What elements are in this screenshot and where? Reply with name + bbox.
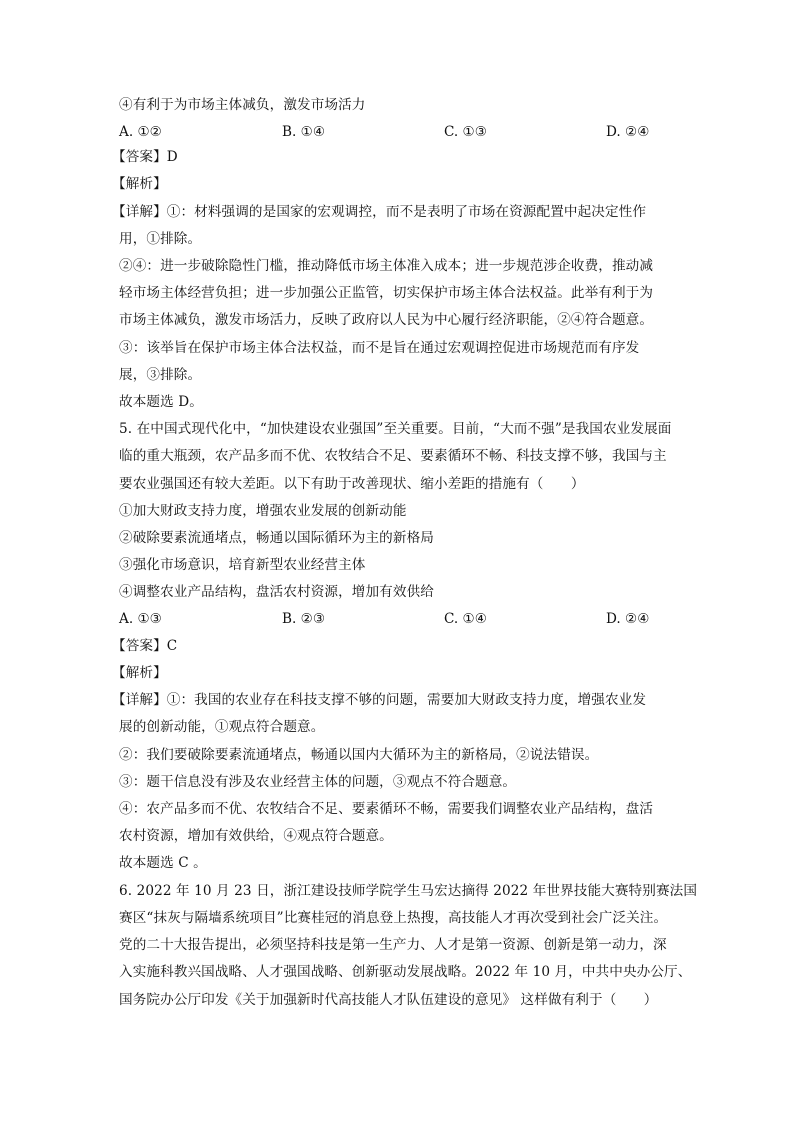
q6-stem-line: 国务院办公厅印发《关于加强新时代高技能人才队伍建设的意见》 这样做有利于（ ） (119, 992, 658, 1008)
q5-stem-line: 要农业强国还有较大差距。以下有助于改善现状、缩小差距的措施有（ ） (119, 476, 585, 492)
prev-analysis-tag: 【解析】 (112, 176, 167, 192)
prev-detail-line: 【详解】①：材料强调的是国家的宏观调控，而不是表明了市场在资源配置中起决定性作 (112, 204, 647, 220)
q6-stem-line: 入实施科教兴国战略、人才强国战略、创新驱动发展战略。2022 年 10 月，中共中央办公厅、 (119, 964, 692, 980)
q5-option-c: C. ①④ (444, 611, 487, 627)
q5-option-a: A. ①③ (119, 611, 162, 627)
prev-option-a: A. ①② (119, 124, 162, 140)
prev-answer: 【答案】D (112, 149, 178, 165)
q5-stem-line: 临的重大瓶颈，农产品多而不优、农牧结合不足、要素循环不畅、科技支撑不够，我国与主 (119, 448, 667, 464)
prev-option-d: D. ②④ (606, 124, 650, 140)
q5-detail-line: 展的创新动能，①观点符合题意。 (119, 719, 325, 735)
q5-stem-line: 5. 在中国式现代化中，“加快建设农业强国”至关重要。目前，“大而不强”是我国农业发展面 (119, 421, 672, 437)
q5-answer: 【答案】C (112, 638, 178, 654)
q5-detail-line: ③：题干信息没有涉及农业经营主体的问题，③观点不符合题意。 (119, 774, 517, 790)
q5-statement-3: ③强化市场意识，培育新型农业经营主体 (119, 557, 366, 573)
q5-option-d: D. ②④ (606, 611, 650, 627)
prev-conclusion: 故本题选 D。 (119, 394, 203, 410)
prev-option-c: C. ①③ (444, 124, 487, 140)
q5-detail-line: 【详解】①：我国的农业存在科技支撑不够的问题，需要加大财政支持力度，增强农业发 (112, 692, 647, 708)
prev-detail-line: 展，③排除。 (119, 367, 202, 383)
prev-detail-line: 用，①排除。 (119, 231, 202, 247)
q5-statement-2: ②破除要素流通堵点，畅通以国际循环为主的新格局 (119, 530, 434, 546)
prev-statement-4: ④有利于为市场主体减负，激发市场活力 (119, 97, 366, 113)
q5-statement-4: ④调整农业产品结构，盘活农村资源，增加有效供给 (119, 584, 434, 600)
prev-detail-line: ②④：进一步破除隐性门槛，推动降低市场主体准入成本；进一步规范涉企收费，推动减 (119, 258, 654, 274)
q6-stem-line: 赛区“抹灰与隔墙系统项目”比赛桂冠的消息登上热搜，高技能人才再次受到社会广泛关注。 (119, 910, 668, 926)
q6-stem-line: 党的二十大报告提出，必须坚持科技是第一生产力、人才是第一资源、创新是第一动力，深 (119, 937, 667, 953)
q5-detail-line: 农村资源，增加有效供给，④观点符合题意。 (119, 828, 393, 844)
prev-detail-line: ③：该举旨在保护市场主体合法权益，而不是旨在通过宏观调控促进市场规范而有序发 (119, 340, 640, 356)
q5-statement-1: ①加大财政支持力度，增强农业发展的创新动能 (119, 503, 407, 519)
prev-detail-line: 轻市场主体经营负担；进一步加强公正监管，切实保护市场主体合法权益。此举有利于为 (119, 285, 654, 301)
q5-analysis-tag: 【解析】 (112, 665, 167, 681)
prev-detail-line: 市场主体减负，激发市场活力，反映了政府以人民为中心履行经济职能，②④符合题意。 (119, 312, 654, 328)
q5-option-b: B. ②③ (282, 611, 326, 627)
q5-detail-line: ④：农产品多而不优、农牧结合不足、要素循环不畅，需要我们调整农业产品结构，盘活 (119, 801, 654, 817)
q6-stem-line: 6. 2022 年 10 月 23 日，浙江建设技师学院学生马宏达摘得 2022 年世界技能大赛特别赛法国 (119, 883, 698, 899)
q5-conclusion: 故本题选 C 。 (119, 855, 207, 871)
q5-detail-line: ②：我们要破除要素流通堵点，畅通以国内大循环为主的新格局，②说法错误。 (119, 747, 599, 763)
prev-option-b: B. ①④ (282, 124, 326, 140)
